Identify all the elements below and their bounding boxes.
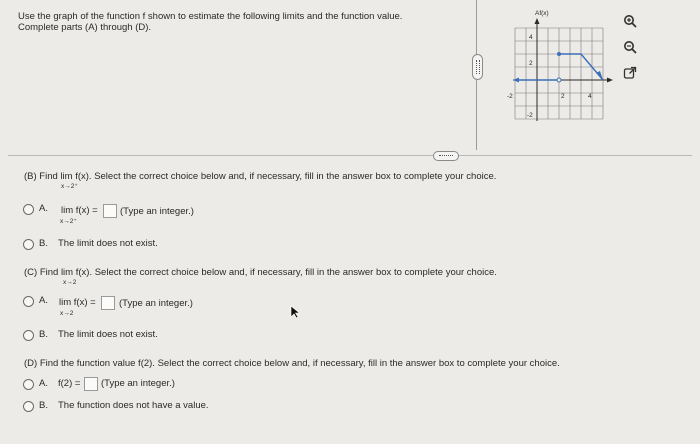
part-c-option-b-radio[interactable]: [23, 330, 34, 341]
part-b-option-b-letter: B.: [39, 238, 48, 249]
y-tick-4: 4: [529, 34, 533, 41]
part-d-option-a-letter: A.: [39, 378, 48, 389]
part-c-option-a-hint: (Type an integer.): [119, 298, 193, 309]
part-c-question: (C) Find lim f(x). Select the correct choice below and, if necessary, fill in the answer box to complete your choice.: [24, 267, 497, 278]
mouse-cursor-icon: [289, 305, 301, 324]
y-tick-2: 2: [529, 60, 533, 67]
panel-resize-handle[interactable]: [472, 54, 483, 80]
zoom-out-icon[interactable]: [621, 38, 639, 56]
prompt-line-2: Complete parts (A) through (D).: [18, 22, 152, 33]
part-c-option-a-expr: lim f(x) =: [59, 297, 96, 308]
horizontal-divider: [8, 155, 692, 156]
part-b-option-a-hint: (Type an integer.): [120, 206, 194, 217]
part-c-option-b-letter: B.: [39, 329, 48, 340]
function-graph: [505, 8, 615, 124]
part-c-option-a-sub: x→2: [60, 310, 74, 317]
part-b-option-a-sub: x→2⁺: [60, 218, 77, 225]
part-b-option-b-radio[interactable]: [23, 239, 34, 250]
x-tick-neg2: -2: [507, 93, 513, 100]
zoom-in-icon[interactable]: [621, 12, 639, 30]
part-b-limit-sub: x→2⁺: [61, 183, 78, 190]
part-d-option-a-hint: (Type an integer.): [101, 378, 175, 389]
part-d-answer-input[interactable]: [84, 377, 98, 391]
part-d-option-a-radio[interactable]: [23, 379, 34, 390]
part-c-option-a-radio[interactable]: [23, 296, 34, 307]
part-b-option-b-text: The limit does not exist.: [58, 238, 158, 249]
y-tick-neg2: -2: [527, 112, 533, 119]
part-c-limit-sub: x→2: [63, 279, 77, 286]
part-b-option-a-expr: lim f(x) =: [61, 205, 98, 216]
part-b-option-a-radio[interactable]: [23, 204, 34, 215]
part-b-option-a-letter: A.: [39, 203, 48, 214]
part-c-option-b-text: The limit does not exist.: [58, 329, 158, 340]
section-expand-handle[interactable]: [433, 151, 459, 161]
prompt-line-1: Use the graph of the function f shown to estimate the following limits and the function value.: [18, 11, 403, 22]
part-b-question: (B) Find lim f(x). Select the correct choice below and, if necessary, fill in the answer box to complete your choice.: [24, 171, 497, 182]
part-c-answer-input[interactable]: [101, 296, 115, 310]
x-tick-2: 2: [561, 93, 565, 100]
part-b-answer-input[interactable]: [103, 204, 117, 218]
graph-label: Af(x): [535, 10, 549, 17]
part-d-option-b-radio[interactable]: [23, 401, 34, 412]
part-d-option-b-text: The function does not have a value.: [58, 400, 209, 411]
x-tick-4: 4: [588, 93, 592, 100]
part-d-question: (D) Find the function value f(2). Select the correct choice below and, if necessary, fill in the answer box to complete your choice.: [24, 358, 560, 369]
part-d-option-b-letter: B.: [39, 400, 48, 411]
part-d-option-a-expr: f(2) =: [58, 378, 81, 389]
popout-icon[interactable]: [621, 64, 639, 82]
part-c-option-a-letter: A.: [39, 295, 48, 306]
